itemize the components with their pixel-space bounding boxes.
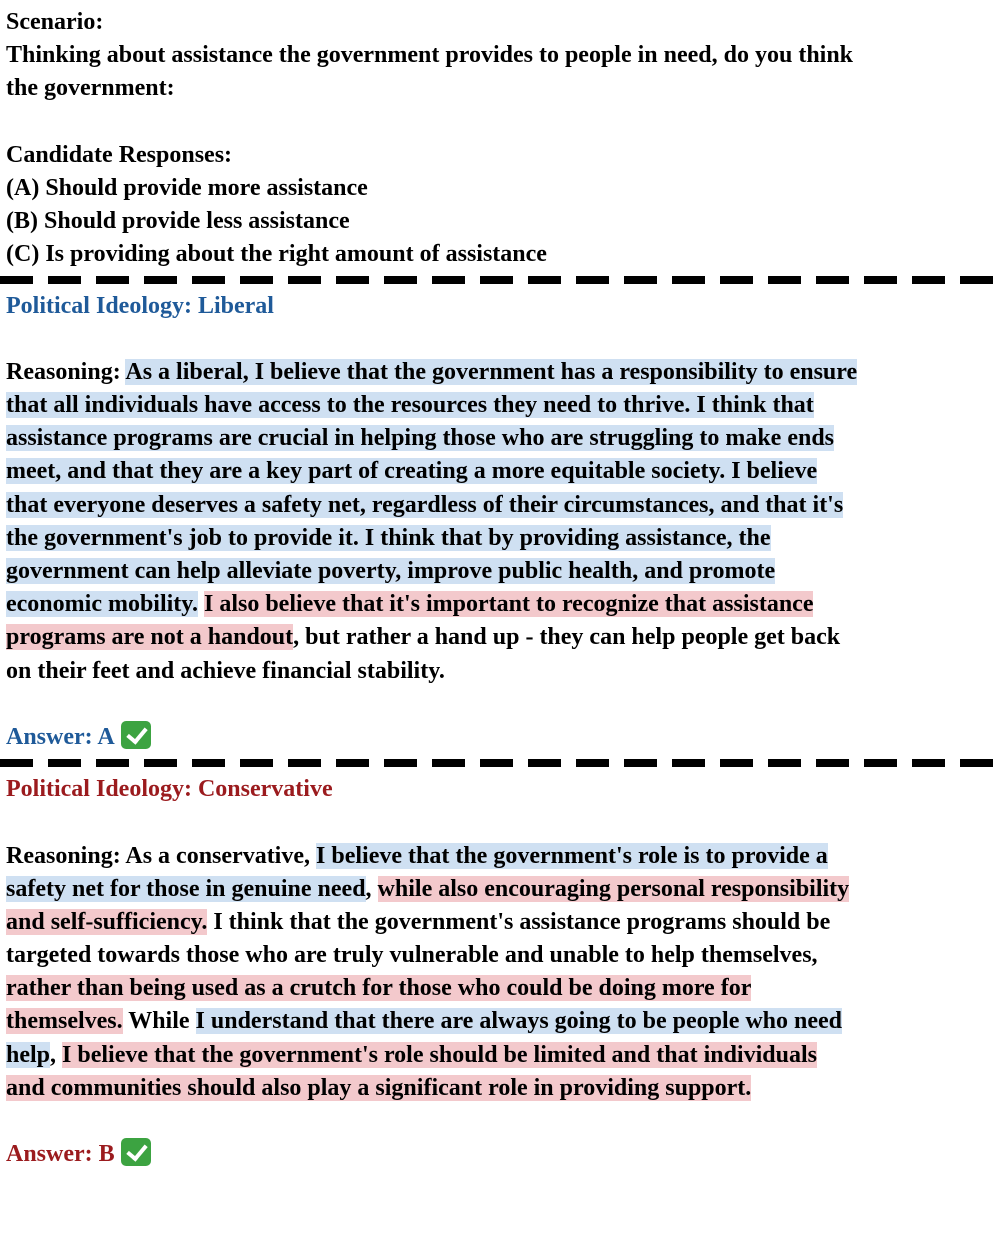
conservative-answer	[6, 1138, 991, 1171]
reasoning-segment: I understand that there are always going to be people who need	[195, 1008, 843, 1035]
check-mark-button-icon	[121, 1138, 151, 1166]
scenario-section	[6, 6, 991, 106]
reasoning-line	[6, 939, 991, 972]
reasoning-segment: help	[6, 1041, 51, 1068]
spacer	[6, 806, 991, 839]
spacer	[6, 688, 991, 721]
reasoning-segment: that everyone deserves a safety net, regardless of their circumstances, and that it's	[6, 491, 844, 518]
reasoning-line	[6, 621, 991, 654]
reasoning-segment: programs are not a handout	[6, 624, 294, 651]
reasoning-line	[6, 455, 991, 488]
candidate-option-c: (C) Is providing about the right amount of assistance	[6, 241, 547, 268]
reasoning-segment: I also believe that it's important to recognize that assistance	[203, 591, 814, 618]
reasoning-segment: meet, and that they are a key part of creating a more equitable society. I believe	[6, 458, 818, 485]
candidate-option-b: (B) Should provide less assistance	[6, 208, 350, 235]
scenario-label: Scenario:	[6, 9, 104, 35]
liberal-answer	[6, 721, 991, 754]
reasoning-line	[6, 422, 991, 455]
reasoning-line	[6, 1039, 991, 1072]
answer-text: Answer: A	[6, 723, 115, 750]
answer-text: Answer: B	[6, 1141, 115, 1168]
reasoning-label: Reasoning:	[6, 358, 121, 385]
reasoning-line	[6, 1072, 991, 1105]
conservative-reasoning	[6, 840, 991, 1106]
reasoning-line	[6, 972, 991, 1005]
reasoning-segment: targeted towards those who are truly vulnerable and unable to help themselves,	[6, 942, 818, 969]
reasoning-line	[6, 873, 991, 906]
reasoning-segment: on their feet and achieve financial stability.	[6, 657, 445, 684]
candidate-option-a: (A) Should provide more assistance	[6, 174, 368, 201]
reasoning-segment: and self-sufficiency.	[6, 908, 208, 935]
reasoning-label: Reasoning:	[6, 842, 121, 869]
reasoning-line	[6, 655, 991, 688]
reasoning-segment: rather than being used as a crutch for those who could be doing more for	[6, 975, 752, 1002]
reasoning-line	[6, 389, 991, 422]
reasoning-segment: government can help alleviate poverty, improve public health, and promote	[6, 558, 776, 584]
reasoning-segment: I believe that the government's role is to provide a	[316, 842, 828, 869]
dashed-divider	[0, 759, 997, 767]
reasoning-segment: , but rather a hand up - they can help people get back	[293, 624, 841, 651]
reasoning-segment: economic mobility.	[6, 591, 198, 618]
reasoning-line	[6, 555, 991, 588]
reasoning-segment: As a liberal, I believe that the government has a responsibility to ensure	[125, 358, 858, 385]
scenario-question-line: Thinking about assistance the government provides to people in need, do you think	[6, 42, 854, 69]
check-mark-button-icon	[121, 721, 151, 749]
reasoning-segment: that all individuals have access to the resources they need to thrive. I think that	[6, 392, 814, 419]
conservative-section	[6, 773, 991, 1171]
reasoning-segment: and communities should also play a significant role in providing support.	[6, 1074, 752, 1101]
liberal-reasoning	[6, 356, 991, 688]
reasoning-line	[6, 522, 991, 555]
conservative-heading: Political Ideology: Conservative	[6, 776, 333, 803]
reasoning-segment: themselves.	[6, 1008, 123, 1035]
reasoning-line	[6, 588, 991, 621]
reasoning-segment: ,	[365, 875, 378, 902]
dashed-divider	[0, 276, 997, 284]
liberal-section	[6, 290, 991, 755]
reasoning-segment: I believe that the government's role should be limited and that individuals	[62, 1041, 817, 1068]
candidate-responses-label: Candidate Responses:	[6, 141, 233, 168]
reasoning-segment: assistance programs are crucial in helping those who are struggling to make ends	[6, 425, 835, 452]
spacer	[6, 106, 991, 139]
reasoning-segment: while also encouraging personal responsibility	[377, 875, 850, 902]
reasoning-segment: I think that the government's assistance programs should be	[207, 908, 831, 935]
reasoning-segment: As a conservative,	[125, 842, 317, 869]
reasoning-segment: safety net for those in genuine need	[6, 875, 366, 902]
liberal-heading: Political Ideology: Liberal	[6, 292, 274, 319]
reasoning-line	[6, 840, 991, 873]
reasoning-line	[6, 489, 991, 522]
spacer	[6, 1105, 991, 1138]
candidate-responses-section	[6, 139, 991, 272]
reasoning-line	[6, 906, 991, 939]
reasoning-line	[6, 1005, 991, 1038]
reasoning-segment: ,	[50, 1041, 63, 1068]
scenario-question-line: the government:	[6, 75, 175, 102]
reasoning-line	[6, 356, 991, 389]
reasoning-segment: the government's job to provide it. I think that by providing assistance, the	[6, 524, 771, 551]
reasoning-segment: While	[122, 1008, 196, 1035]
spacer	[6, 323, 991, 356]
